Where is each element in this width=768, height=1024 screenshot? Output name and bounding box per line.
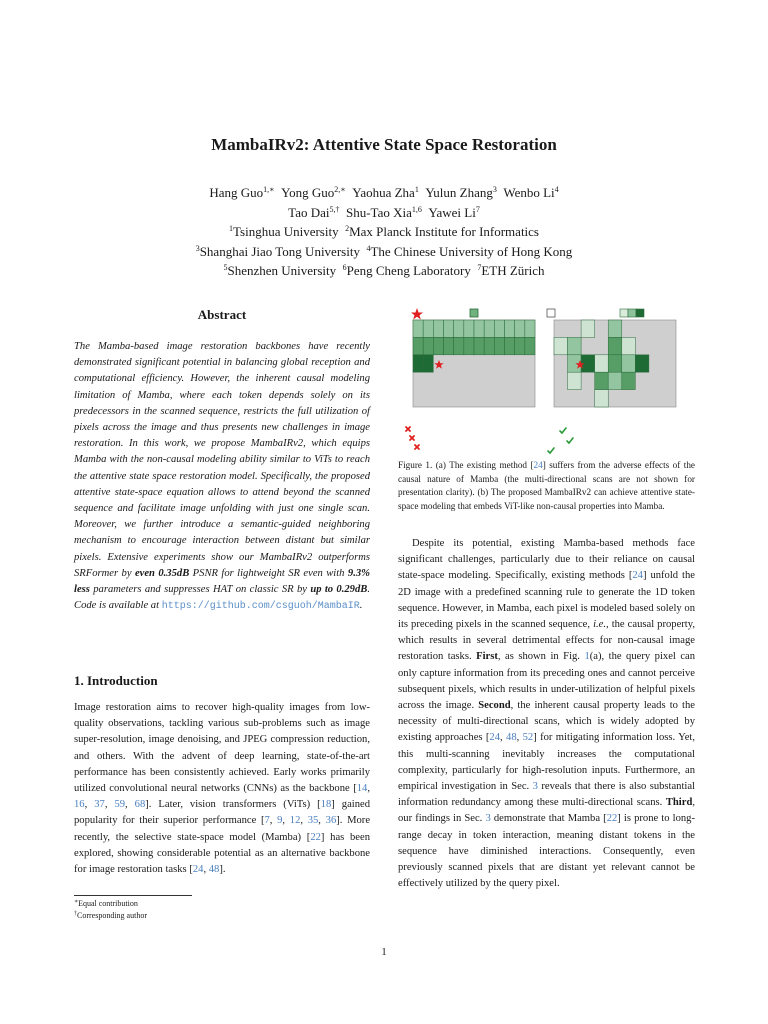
text-run: Second [478,700,511,712]
grid-cell [505,337,515,354]
affiliation: $^5$Shenzhen University [223,263,337,278]
text-run: , [516,732,523,744]
code-url-link[interactable]: https://github.com/csguoh/MambaIR [161,601,360,613]
grid-cell [608,337,622,354]
author-name: Hang Guo$^{1,∗}$ [209,185,275,200]
abstract-heading: Abstract [197,307,247,322]
author-name: Yulun Zhang$^3$ [425,185,497,200]
grid-cell [622,337,636,354]
grid-cell [505,320,515,337]
grid-cell [464,337,474,354]
grid-cell [494,320,504,337]
grid-cell [484,320,494,337]
intro-body-continued [398,536,695,892]
text-run: First [476,651,498,663]
citation-link[interactable]: 36 [325,815,337,827]
text-run: , [500,732,507,744]
text-run: Despite its potential, existing Mamba-based methods face significant challenges, particularly due to their reliance on causal state-space modeling. Specifically, existing methods [ [398,538,695,582]
grid-cell [444,320,454,337]
figure-1 [400,305,700,455]
citation-link[interactable]: 24 [533,460,543,470]
text-run: Figure 1. (a) The existing method [ [398,460,534,470]
author-name: Yaohua Zha$^1$ [352,185,419,200]
grid-cell [595,390,609,407]
abstract-body [74,339,370,615]
text-run: ] for mitigating information loss. Yet, this multi-scanning inevitably increases the computational complexity, particularly for high-resolution inputs. Furthermore, an empirical investigation in Sec. [398,732,696,793]
intro-body [74,700,370,878]
citation-link[interactable]: 24 [632,570,643,582]
text-run: , [104,799,115,811]
grid-cell [454,337,464,354]
grid-cell [413,337,423,354]
text-run: The Mamba-based image restoration backbones have recently demonstrated significant potential in balancing global reception and computational efficiency. However, the inherent causal modeling limitation of Mamba, where each token depends solely on its predecessors in the scanned sequence, restricts the full utilization of pixels across the image and thus presents new challenges in image restoration. In this work, we propose MambaIRv2, which equips Mamba with the non-causal modeling ability similar to ViTs to reach the attentive state space restoration model. Specifically, the proposed attentive state-space equation allows to attend beyond the scanned sequence and facilitate image unfolding with just one single scan. Moreover, we further introduce a semantic-guided neighboring mechanism to encourage interaction between distant but similar pixels. Extensive experiments show our MambaIRv2 outperforms SRFormer by [74,341,370,579]
footnote-rule [74,895,192,896]
grid-cell [423,337,433,354]
text-run: 9.3% less [74,567,370,596]
author-block [0,183,768,281]
citation-link[interactable]: 37 [94,799,105,811]
affiliations-line-1 [0,222,768,242]
grid-cell [413,320,423,337]
citation-link[interactable]: 3 [485,813,491,825]
grid-cell [568,337,582,354]
text-run: parameters and suppresses HAT on classic SR by [89,584,311,596]
grid-cell [423,320,433,337]
text-run: ] unfold the 2D image with a predefined scanning rule to generate the 1D token sequence. However, in Mamba, each pixel is modeled based solely on its preceding pixels in the scanned sequence, [398,570,695,631]
grid-cell [515,320,525,337]
text-run: , as shown in Fig. [497,651,585,663]
citation-link[interactable]: 14 [356,783,368,795]
text-run: , [318,815,326,827]
grid-cell [423,355,433,372]
text-run: reveals that there is also substantial information redundancy among these multi-directional scans. [398,781,696,809]
text-run: . Code is available at [74,584,370,612]
text-run: ]. More recently, the selective state-space model (Mamba) [ [74,815,371,843]
grid-cell [608,372,622,389]
grid-cell [595,372,609,389]
footnote: ∗Equal contribution [74,899,138,908]
citation-link[interactable]: 35 [307,815,319,827]
grid-cell [635,355,649,372]
text-run: , [282,815,290,827]
author-name: Shu-Tao Xia$^{1,6}$ [346,204,422,220]
affiliation: $^1$Tsinghua University [228,224,339,239]
text-run: , the inherent causal property leads to the necessity of multi-directional scans, which is widely adopted by existing approaches [ [398,700,695,744]
authors-line-2 [0,203,768,223]
footnote: †Corresponding author [74,911,147,920]
grid-cell [595,355,609,372]
citation-link[interactable]: 3 [532,781,538,793]
text-run: ] is prone to long-range decay in token interaction, meaning distant tokens in the sequence have diminished interactions. Consequently, even previously scanned pixels that are distant yet relevant cannot be effectively utilized by the query pixel. [398,813,695,890]
citation-link[interactable]: 52 [522,732,534,744]
author-name: Tao Dai$^{5,\dagger}$ [288,204,340,220]
text-run: , [367,783,370,795]
text-run: ] suffers from the adverse effects of the causal nature of Mamba (the multi-directional scans are not shown for presentation clarity). (b) The proposed MambaIRv2 can achieve attentive state-space modeling that embeds ViT-like non-causal properties into Mamba. [398,460,695,511]
citation-link[interactable]: 48 [208,864,220,876]
grid-cell [413,355,423,372]
citation-link[interactable]: 1 [584,651,590,663]
citation-link[interactable]: 12 [289,815,301,827]
figure-1-caption [398,459,695,513]
grid-cell [494,337,504,354]
affiliation: $^3$Shanghai Jiao Tong University [195,243,360,259]
grid-cell [622,372,636,389]
citation-link[interactable]: 24 [192,864,204,876]
text-run: up to 0.29dB [310,584,368,596]
citation-link[interactable]: 7 [264,815,270,827]
grid-cell [464,320,474,337]
grid-cell [484,337,494,354]
grid-cell [554,337,568,354]
affiliation: $^4$The Chinese University of Hong Kong [366,243,573,259]
text-run: , the causal property, which results in several detrimental effects for non-causal image restoration tasks. [398,619,696,663]
text-run: , [125,799,135,811]
grid-cell [608,320,622,337]
author-name: Yawei Li$^7$ [428,204,480,220]
citation-link[interactable]: 48 [506,732,517,744]
text-run: , [300,815,308,827]
citation-link[interactable]: 22 [606,813,618,825]
grid-cell [474,337,484,354]
affiliation: $^6$Peng Cheng Laboratory [342,263,471,278]
text-run: (a), the query pixel can only capture information from its preceding ones and cannot perceive subsequent pixels, which results in under-utilization of helpful pixels across the image. [398,651,696,712]
affiliations-line-3 [0,261,768,281]
text-run: Image restoration aims to recover high-quality images from low-quality observations, tackling various sub-problems such as image super-resolution, image denoising, and JPEG compression reduction, and others. With the advent of deep learning, state-of-the-art performance has been consistently achieved. Early works primarily utilized convolutional neural networks (CNNs) as the backbone [ [74,702,370,795]
paragraph [398,536,695,892]
text-run: , our findings in Sec. [398,797,695,825]
intro-heading: 1. Introduction [74,673,158,688]
text-run: , [203,864,209,876]
grid-cell [581,320,595,337]
affiliation: $^2$Max Planck Institute for Informatics [345,224,539,239]
grid-cell [608,355,622,372]
square-icon [620,309,644,317]
citation-link[interactable]: 18 [320,799,332,811]
citation-link[interactable]: 68 [134,799,146,811]
square-icon [470,309,478,317]
grid-cell [444,337,454,354]
grid-cell [454,320,464,337]
grid-cell [433,320,443,337]
square-icon [547,309,555,317]
citation-link[interactable]: 24 [489,732,501,744]
grid-cell [525,320,535,337]
text-run: . [359,600,363,612]
affiliation: $^7$ETH Zürich [477,263,545,278]
author-name: Wenbo Li$^4$ [503,185,559,200]
star-icon [411,308,423,320]
text-run: , [269,815,278,827]
grid-cell [568,372,582,389]
text-run: ]. Later, vision transformers (ViTs) [ [145,799,321,811]
grid-cell [433,337,443,354]
authors-line-1 [0,183,768,203]
grid-cell [525,337,535,354]
check-icon [548,428,573,453]
text-run: i.e. [593,619,607,631]
figure-1-graphic [400,305,700,455]
citation-link[interactable]: 59 [114,799,126,811]
page-number: 1 [381,946,387,958]
text-run: PSNR for lightweight SR even with [189,567,348,579]
text-run: Third [665,797,693,809]
author-name: Yong Guo$^{2,∗}$ [281,185,346,200]
grid-cell [474,320,484,337]
citation-link[interactable]: 9 [277,815,283,827]
text-run: ] gained popularity for their superior performance [ [74,799,371,827]
affiliations-line-2 [0,242,768,262]
grid-cell [622,355,636,372]
text-run: ] has been explored, showing considerable potential as an alternative backbone for image restoration tasks [ [74,831,370,876]
citation-link[interactable]: 16 [74,799,85,811]
cross-icon [406,427,419,449]
text-run: even 0.35dB [134,567,190,579]
citation-link[interactable]: 22 [310,831,321,843]
text-run: ]. [219,864,226,876]
grid-cell [515,337,525,354]
footnotes [74,898,147,922]
text-run: , [84,799,95,811]
paper-title: MambaIRv2: Attentive State Space Restoration [211,135,557,154]
text-run: demonstrate that Mamba [ [490,813,607,825]
